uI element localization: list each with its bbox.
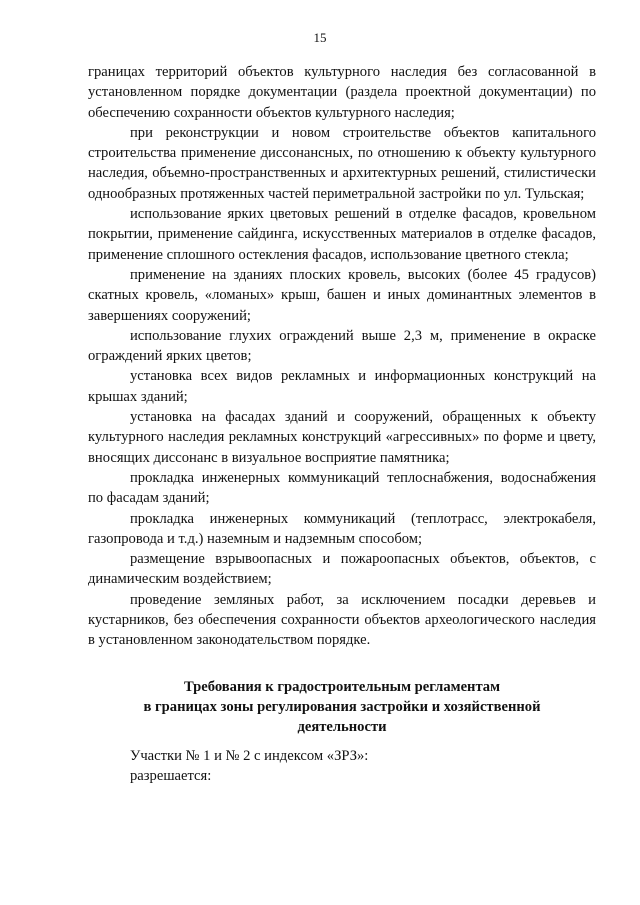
paragraph: прокладка инженерных коммуникаций теплоснабжения, водоснабжения по фасадам зданий; [88,469,596,507]
sites-section [130,746,596,787]
paragraph: использование глухих ограждений выше 2,3 м, применение в окраске ограждений ярких цветов; [88,327,596,365]
permitted-label: разрешается: [130,768,212,785]
heading-line: в границах зоны регулирования застройки и хозяйственной [143,699,541,715]
paragraph: при реконструкции и новом строительстве объектов капитального строительства применение диссонансных, по отношению к объекту культурного наследия, объемно-пространственных и архитектурных решений, стилистически однообразных протяженных частей периметральной застройки по ул. Тульская; [88,124,596,202]
heading-line: деятельности [297,719,387,735]
regulation-text [88,62,596,651]
paragraph: проведение земляных работ, за исключением посадки деревьев и кустарников, без обеспечения сохранности объектов археологического наследия в установленном законодательством порядке. [88,591,596,649]
paragraph: размещение взрывоопасных и пожароопасных объектов, объектов, с динамическим воздействием; [88,551,596,588]
paragraph: применение на зданиях плоских кровель, высоких (более 45 градусов) скатных кровель, «ломаных» крыш, башен и иных доминантных элементов в завершениях сооружений; [88,266,596,324]
paragraph: установка на фасадах зданий и сооружений, обращенных к объекту культурного наследия рекламных конструкций «агрессивных» по форме и цвету, вносящих диссонанс в визуальное восприятие памятника; [88,409,596,466]
section-heading [88,677,596,737]
paragraph: границах территорий объектов культурного наследия без согласованной в установленном порядке документации (раздела проектной документации) по обеспечению сохранности объектов культурного наследия; [88,64,596,121]
sites-label: Участки № 1 и № 2 с индексом «ЗРЗ»: [130,748,369,764]
paragraph: прокладка инженерных коммуникаций (теплотрасс, электрокабеля, газопровода и т.д.) наземным и надземным способом; [88,510,596,547]
paragraph: установка всех видов рекламных и информационных конструкций на крышах зданий; [88,368,596,405]
heading-line: Требования к градостроительным регламентам [183,679,501,695]
paragraph: использование ярких цветовых решений в отделке фасадов, кровельном покрытии, применение сайдинга, искусственных материалов в отделке фасадов, применение сплошного остекления фасадов, использование цветного стекла; [88,206,596,263]
page-number: 15 [313,30,327,45]
